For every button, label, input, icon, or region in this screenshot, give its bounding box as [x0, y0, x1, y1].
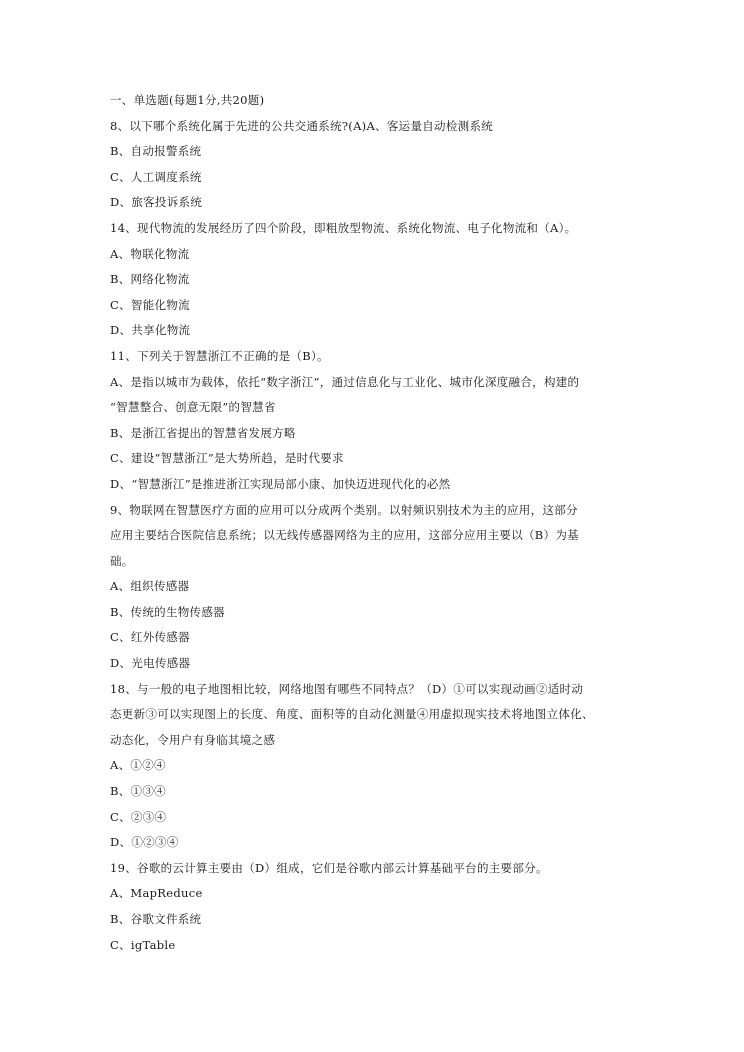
answer-option: A、是指以城市为载体，依托“数字浙江”，通过信息化与工业化、城市化深度融合，构建的 — [110, 374, 580, 389]
answer-option: D、旅客投诉系统 — [110, 195, 203, 210]
question-block — [110, 856, 638, 958]
answer-option: C、智能化物流 — [110, 297, 190, 312]
answer-option: C、建设“智慧浙江”是大势所趋，是时代要求 — [110, 451, 344, 466]
answer-option: B、自动报警系统 — [110, 144, 202, 159]
question-block — [110, 677, 638, 856]
question-block — [110, 498, 638, 677]
question-stem: 18、与一般的电子地图相比较，网络地图有哪些不同特点？（D）①可以实现动画②适时动 — [110, 681, 584, 696]
answer-option: A、MapReduce — [110, 886, 203, 901]
answer-option: C、人工调度系统 — [110, 169, 202, 184]
question-stem: 9、物联网在智慧医疗方面的应用可以分成两个类别。以射频识别技术为主的应用，这部分 — [110, 502, 578, 517]
answer-option: A、①②④ — [110, 758, 166, 773]
answer-option: A、物联化物流 — [110, 246, 190, 261]
answer-option: D、共享化物流 — [110, 323, 191, 338]
question-block — [110, 114, 638, 216]
answer-option: B、网络化物流 — [110, 272, 190, 287]
question-stem-continued: 动态化，令用户有身临其境之感 — [110, 732, 276, 747]
answer-option: B、是浙江省提出的智慧省发展方略 — [110, 425, 296, 440]
question-stem-continued: 础。 — [110, 553, 134, 568]
question-stem: 8、以下哪个系统化属于先进的公共交通系统?(A)A、客运量自动检测系统 — [110, 118, 494, 133]
answer-option: B、①③④ — [110, 784, 166, 799]
answer-option: C、②③④ — [110, 809, 167, 824]
answer-option: C、igTable — [110, 937, 176, 952]
question-block — [110, 344, 638, 498]
answer-option: C、红外传感器 — [110, 630, 190, 645]
question-stem: 11、下列关于智慧浙江不正确的是（B）。 — [110, 348, 329, 363]
answer-option: D、光电传感器 — [110, 656, 191, 671]
question-stem-continued: 态更新③可以实现图上的长度、角度、面积等的自动化测量④用虚拟现实技术将地图立体化、 — [110, 707, 594, 722]
answer-option: D、“智慧浙江”是推进浙江实现局部小康、加快迈进现代化的必然 — [110, 476, 451, 491]
question-stem: 14、现代物流的发展经历了四个阶段，即粗放型物流、系统化物流、电子化物流和（A）。 — [110, 220, 577, 235]
question-stem: 19、谷歌的云计算主要由（D）组成，它们是谷歌内部云计算基础平台的主要部分。 — [110, 860, 548, 875]
document-content — [110, 88, 638, 958]
question-stem-continued: 应用主要结合医院信息系统；以无线传感器网络为主的应用，这部分应用主要以（B）为基 — [110, 528, 579, 543]
answer-option-continued: “智慧整合、创意无限”的智慧省 — [110, 400, 276, 415]
answer-option: B、传统的生物传感器 — [110, 604, 225, 619]
answer-option: D、①②③④ — [110, 835, 179, 850]
section-title: 一、单选题(每题1分,共20题) — [110, 93, 265, 107]
answer-option: A、组织传感器 — [110, 579, 190, 594]
question-block — [110, 216, 638, 344]
answer-option: B、谷歌文件系统 — [110, 912, 202, 926]
